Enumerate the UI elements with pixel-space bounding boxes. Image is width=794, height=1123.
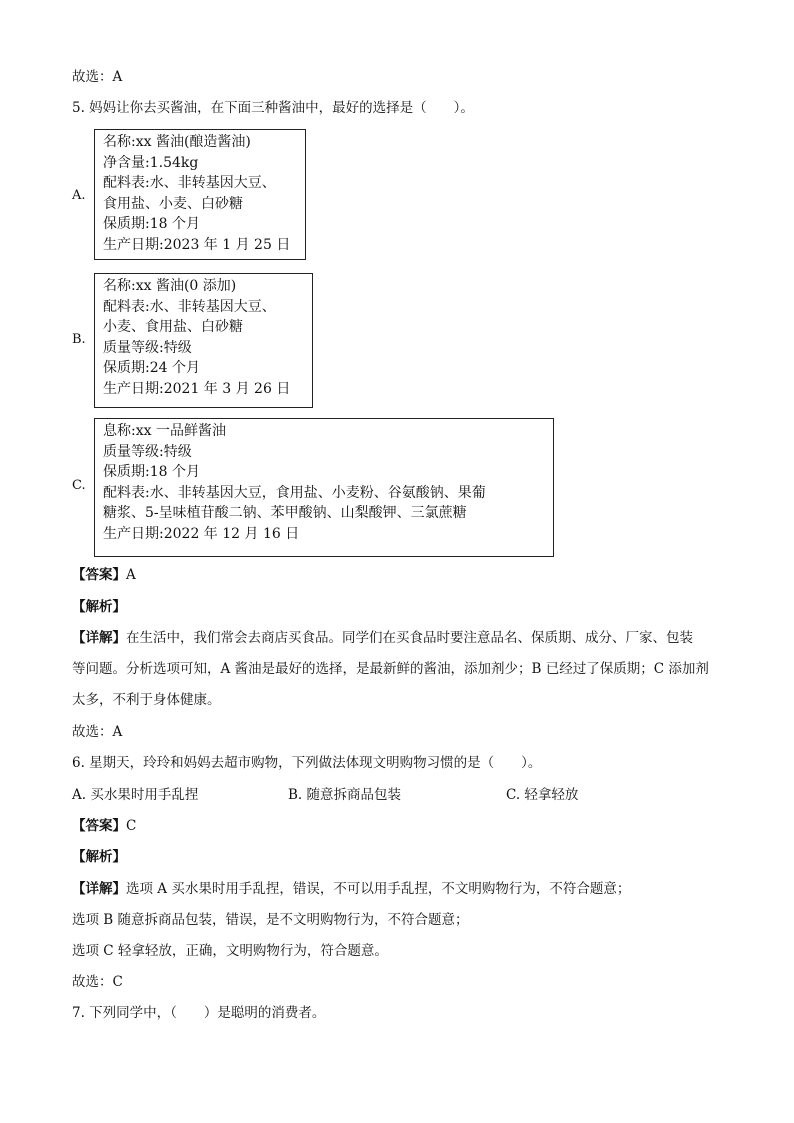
q5-option-a-label: A. bbox=[72, 188, 86, 203]
q6-detail-line-1 bbox=[72, 880, 630, 898]
q5-c-line: 配料表:水、非转基因大豆，食用盐、小麦粉、谷氨酸钠、果葡 bbox=[103, 484, 486, 501]
q5-final: 故选：A bbox=[72, 724, 123, 740]
q5-c-line: 息称:xx 一品鲜酱油 bbox=[103, 423, 226, 439]
q6-detail-line-2: 选项 B 随意拆商品包装，错误，是不文明购物行为，不符合题意； bbox=[72, 912, 469, 928]
q6-option-c: C. 轻拿轻放 bbox=[506, 787, 579, 803]
question-5: 5. 妈妈让你去买酱油，在下面三种酱油中，最好的选择是（ ）。 bbox=[72, 100, 474, 116]
q5-a-line: 生产日期:2023 年 1 月 25 日 bbox=[103, 236, 291, 253]
q5-a-line: 净含量:1.54kg bbox=[103, 154, 199, 171]
q5-a-line: 配料表:水、非转基因大豆、 bbox=[103, 175, 276, 191]
q5-answer bbox=[72, 566, 136, 584]
q5-option-a-box bbox=[94, 129, 306, 260]
q5-c-line: 生产日期:2022 年 12 月 16 日 bbox=[103, 525, 300, 542]
top-answer: 故选：A bbox=[72, 69, 123, 85]
question-7: 7. 下列同学中，（ ）是聪明的消费者。 bbox=[72, 1005, 326, 1021]
q5-b-line: 配料表:水、非转基因大豆、 bbox=[103, 298, 276, 315]
detail-tag: 【详解】 bbox=[72, 881, 126, 897]
answer-value: C bbox=[126, 818, 137, 834]
q6-detail-line-3: 选项 C 轻拿轻放，正确，文明购物行为，符合题意。 bbox=[72, 943, 388, 959]
q5-detail-line-3: 太多，不利于身体健康。 bbox=[72, 692, 221, 708]
q5-option-b-box bbox=[94, 273, 313, 408]
q6-option-b: B. 随意拆商品包装 bbox=[288, 787, 402, 803]
q5-b-line: 质量等级:特级 bbox=[103, 339, 192, 356]
q5-detail-line-2: 等问题。分析选项可知，A 酱油是最好的选择，是最新鲜的酱油，添加剂少；B 已经过了保质期；C 添加剂 bbox=[72, 661, 709, 677]
answer-value: A bbox=[126, 567, 136, 583]
q6-analysis bbox=[72, 848, 126, 866]
q5-b-line: 生产日期:2021 年 3 月 26 日 bbox=[103, 380, 291, 397]
q6-answer bbox=[72, 817, 136, 835]
answer-tag: 【答案】 bbox=[72, 818, 126, 834]
q5-c-line: 糖浆、5-呈味植苷酸二钠、苯甲酸钠、山梨酸钾、三氯蔗糖 bbox=[103, 505, 467, 521]
q5-c-line: 保质期:18 个月 bbox=[103, 464, 200, 480]
analysis-tag: 【解析】 bbox=[72, 849, 126, 865]
q5-detail-line-1 bbox=[72, 629, 693, 647]
q5-option-c-label: C. bbox=[72, 478, 86, 493]
question-6: 6. 星期天，玲玲和妈妈去超市购物，下列做法体现文明购物习惯的是（ ）。 bbox=[72, 755, 542, 771]
q5-option-b-label: B. bbox=[72, 332, 86, 347]
q5-b-line: 小麦、食用盐、白砂糖 bbox=[103, 319, 243, 335]
q5-c-line: 质量等级:特级 bbox=[103, 443, 192, 460]
q6-option-a: A. 买水果时用手乱捏 bbox=[72, 787, 199, 803]
q5-analysis bbox=[72, 598, 126, 616]
answer-tag: 【答案】 bbox=[72, 567, 126, 583]
q5-a-line: 保质期:18 个月 bbox=[103, 216, 200, 232]
q5-a-line: 食用盐、小麦、白砂糖 bbox=[103, 195, 243, 212]
q5-b-line: 保质期:24 个月 bbox=[103, 360, 200, 376]
analysis-tag: 【解析】 bbox=[72, 599, 126, 615]
q6-final: 故选：C bbox=[72, 974, 123, 990]
detail-tag: 【详解】 bbox=[72, 630, 126, 646]
detail-text: 在生活中，我们常会去商店买食品。同学们在买食品时要注意品名、保质期、成分、厂家、包装 bbox=[126, 630, 693, 646]
q5-option-c-box bbox=[94, 418, 554, 557]
q5-b-line: 名称:xx 酱油(0 添加) bbox=[103, 278, 237, 294]
detail-text: 选项 A 买水果时用手乱捏，错误，不可以用手乱捏，不文明购物行为，不符合题意； bbox=[126, 881, 631, 897]
q5-a-line: 名称:xx 酱油(酿造酱油) bbox=[103, 134, 251, 150]
